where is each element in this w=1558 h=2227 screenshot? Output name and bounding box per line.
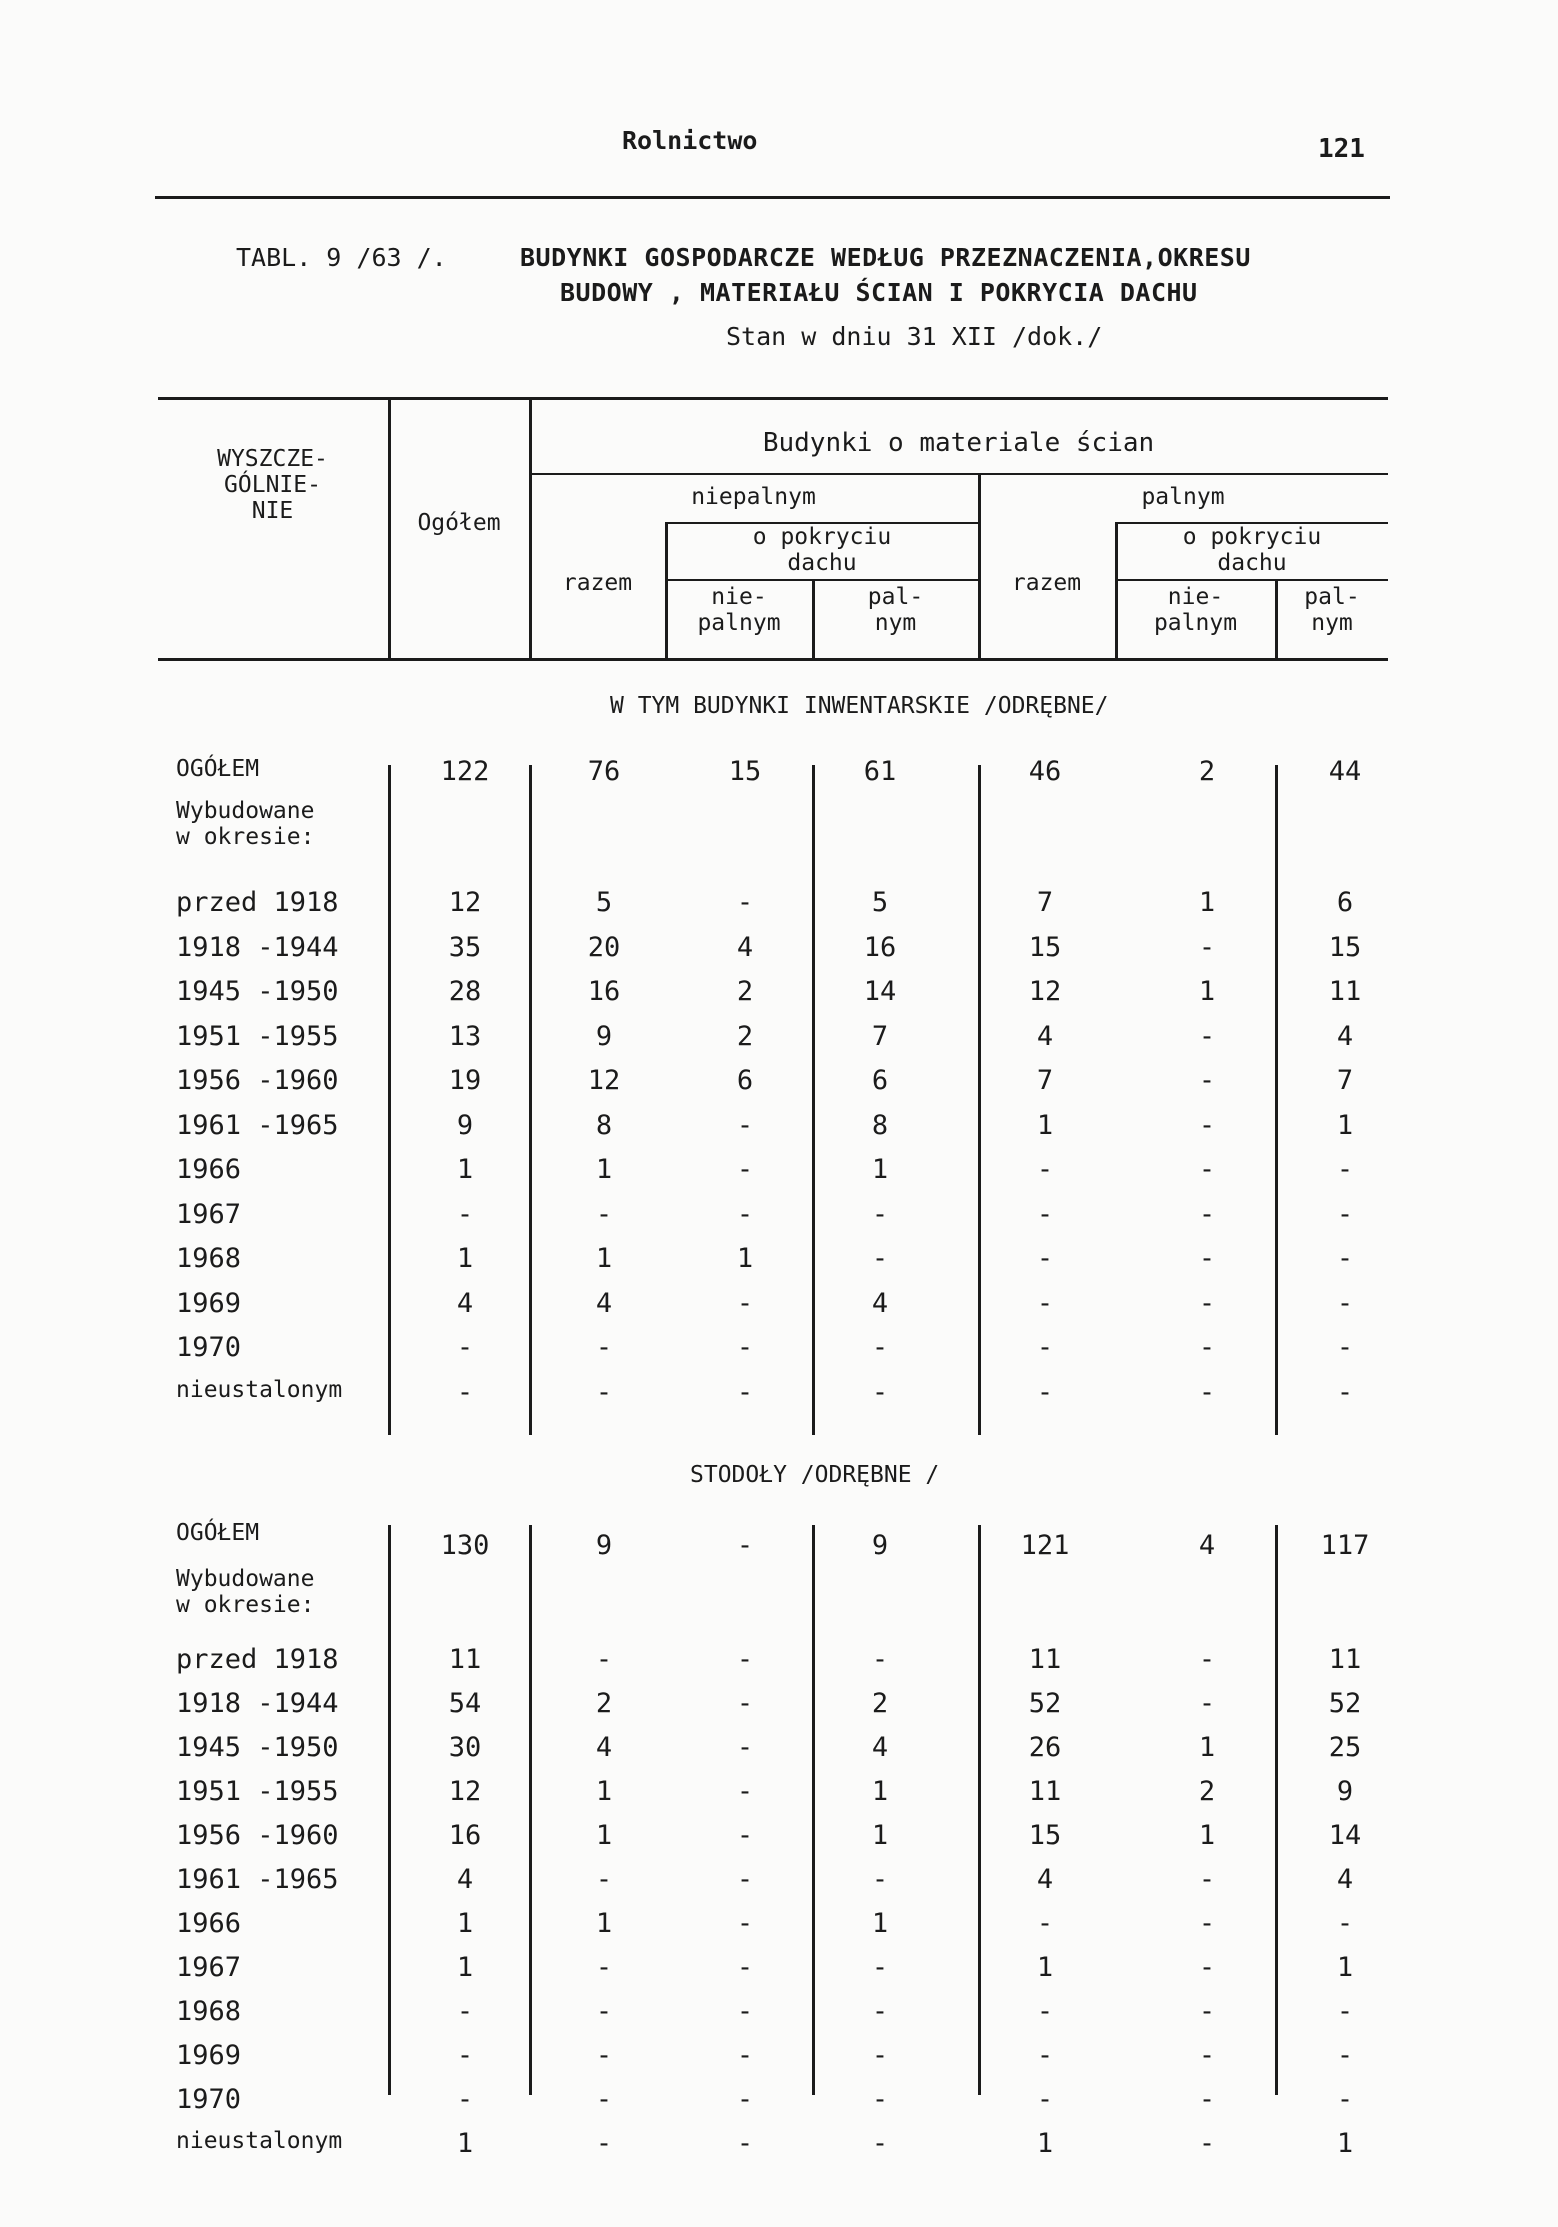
cell-ogolem: - — [456, 1996, 474, 2027]
cell-palnym-dach-palnym: - — [1336, 2084, 1354, 2115]
cell-niepalnym-dach-palnym: - — [871, 1952, 889, 1983]
cell-ogolem: 130 — [440, 1530, 490, 1561]
cell-niepalnym-dach-palnym: - — [871, 1864, 889, 1895]
cell-palnym-dach-palnym: - — [1336, 1332, 1354, 1363]
table-title-line2: BUDOWY , MATERIAŁU ŚCIAN I POKRYCIA DACHU — [560, 278, 1198, 307]
cell-palnym-dach-palnym: 4 — [1336, 1864, 1354, 1895]
cell-niepalnym-dach-palnym: 14 — [863, 976, 897, 1007]
cell-ogolem: 35 — [448, 932, 482, 963]
cell-ogolem: - — [456, 2084, 474, 2115]
cell-niepalnym-dach-palnym: 9 — [871, 1530, 889, 1561]
cell-niepalnym-razem: 16 — [587, 976, 621, 1007]
cell-ogolem: - — [456, 1332, 474, 1363]
cell-niepalnym-razem: - — [595, 1864, 613, 1895]
row-label: 1951 -1955 — [176, 1021, 339, 1052]
cell-niepalnym-dach-palnym: - — [871, 2128, 889, 2159]
cell-niepalnym-dach-palnym: 4 — [871, 1288, 889, 1319]
cell-niepalnym-razem: 12 — [587, 1065, 621, 1096]
cell-palnym-razem: - — [1036, 2040, 1054, 2071]
cell-ogolem: 30 — [448, 1732, 482, 1763]
cell-niepalnym-razem: 9 — [595, 1021, 613, 1052]
cell-ogolem: - — [456, 1199, 474, 1230]
cell-palnym-razem: 1 — [1036, 2128, 1054, 2159]
cell-palnym-dach-palnym: 44 — [1328, 756, 1362, 787]
row-label: 1918 -1944 — [176, 932, 339, 963]
cell-ogolem: 1 — [456, 1952, 474, 1983]
cell-palnym-dach-niepalnym: - — [1198, 2128, 1216, 2159]
cell-niepalnym-dach-niepalnym: - — [736, 1154, 754, 1185]
cell-palnym-razem: - — [1036, 1199, 1054, 1230]
period-row-label: Wybudowane w okresie: — [176, 798, 315, 850]
cell-niepalnym-dach-palnym: - — [871, 2040, 889, 2071]
row-label: 1968 — [176, 1996, 242, 2027]
cell-niepalnym-dach-niepalnym: - — [736, 1732, 754, 1763]
cell-palnym-dach-niepalnym: - — [1198, 1377, 1216, 1408]
cell-palnym-dach-palnym: 15 — [1328, 932, 1362, 963]
cell-niepalnym-dach-niepalnym: - — [736, 1776, 754, 1807]
cell-niepalnym-razem: - — [595, 2128, 613, 2159]
cell-palnym-dach-palnym: - — [1336, 1199, 1354, 1230]
cell-palnym-dach-niepalnym: - — [1198, 2040, 1216, 2071]
cell-niepalnym-dach-palnym: - — [871, 1377, 889, 1408]
cell-niepalnym-dach-niepalnym: - — [736, 1996, 754, 2027]
cell-niepalnym-dach-niepalnym: - — [736, 1288, 754, 1319]
row-label: 1968 — [176, 1243, 242, 1274]
header-rule — [155, 196, 1390, 199]
table-number: TABL. 9 /63 /. — [236, 243, 447, 272]
cell-niepalnym-dach-palnym: - — [871, 1644, 889, 1675]
column-header-razem-flammable: razem — [1011, 570, 1082, 596]
row-label: 1945 -1950 — [176, 1732, 339, 1763]
cell-palnym-dach-palnym: 4 — [1336, 1021, 1354, 1052]
cell-niepalnym-razem: 1 — [595, 1820, 613, 1851]
cell-palnym-razem: 52 — [1028, 1688, 1062, 1719]
cell-palnym-razem: - — [1036, 1154, 1054, 1185]
cell-ogolem: 19 — [448, 1065, 482, 1096]
cell-niepalnym-razem: 1 — [595, 1908, 613, 1939]
cell-palnym-razem: 11 — [1028, 1776, 1062, 1807]
cell-niepalnym-dach-palnym: - — [871, 2084, 889, 2115]
cell-niepalnym-razem: - — [595, 2040, 613, 2071]
cell-ogolem: - — [456, 1377, 474, 1408]
cell-niepalnym-dach-niepalnym: 2 — [736, 976, 754, 1007]
cell-ogolem: 28 — [448, 976, 482, 1007]
cell-palnym-razem: 121 — [1020, 1530, 1070, 1561]
cell-niepalnym-dach-niepalnym: - — [736, 1110, 754, 1141]
cell-niepalnym-dach-niepalnym: - — [736, 1332, 754, 1363]
cell-palnym-dach-niepalnym: - — [1198, 1065, 1216, 1096]
row-label: 1956 -1960 — [176, 1065, 339, 1096]
cell-palnym-dach-niepalnym: 1 — [1198, 1820, 1216, 1851]
cell-niepalnym-razem: 4 — [595, 1732, 613, 1763]
cell-niepalnym-dach-palnym: - — [871, 1332, 889, 1363]
cell-palnym-razem: 26 — [1028, 1732, 1062, 1763]
column-header-flammable: palnym — [1141, 484, 1225, 510]
cell-palnym-dach-niepalnym: - — [1198, 2084, 1216, 2115]
cell-palnym-dach-palnym: 1 — [1336, 1952, 1354, 1983]
page-number: 121 — [1318, 134, 1365, 164]
column-header-roof-nonflammable-2: nie- palnym — [1153, 584, 1238, 636]
cell-palnym-razem: - — [1036, 1332, 1054, 1363]
cell-ogolem: - — [456, 2040, 474, 2071]
column-header-total: Ogółem — [417, 510, 501, 536]
row-label: 1966 — [176, 1908, 242, 1939]
row-label: 1967 — [176, 1199, 242, 1230]
row-label: 1961 -1965 — [176, 1864, 339, 1895]
cell-ogolem: 11 — [448, 1644, 482, 1675]
cell-niepalnym-dach-palnym: 16 — [863, 932, 897, 963]
cell-palnym-dach-palnym: - — [1336, 2040, 1354, 2071]
row-label: 1970 — [176, 2084, 242, 2115]
cell-niepalnym-razem: 76 — [587, 756, 621, 787]
cell-palnym-dach-niepalnym: - — [1198, 1908, 1216, 1939]
cell-palnym-razem: - — [1036, 1908, 1054, 1939]
cell-palnym-razem: - — [1036, 1288, 1054, 1319]
cell-niepalnym-dach-palnym: 4 — [871, 1732, 889, 1763]
table-title-line1: BUDYNKI GOSPODARCZE WEDŁUG PRZEZNACZENIA,OKRESU — [520, 243, 1251, 272]
cell-niepalnym-dach-niepalnym: 4 — [736, 932, 754, 963]
row-label: przed 1918 — [176, 887, 339, 918]
cell-niepalnym-dach-palnym: 1 — [871, 1154, 889, 1185]
cell-palnym-dach-niepalnym: - — [1198, 1644, 1216, 1675]
cell-niepalnym-dach-palnym: 61 — [863, 756, 897, 787]
cell-ogolem: 16 — [448, 1820, 482, 1851]
cell-palnym-razem: 7 — [1036, 887, 1054, 918]
cell-niepalnym-dach-niepalnym: 1 — [736, 1243, 754, 1274]
cell-palnym-dach-niepalnym: - — [1198, 1332, 1216, 1363]
cell-palnym-dach-niepalnym: 2 — [1198, 756, 1216, 787]
cell-ogolem: 1 — [456, 1154, 474, 1185]
cell-niepalnym-razem: 2 — [595, 1688, 613, 1719]
cell-niepalnym-dach-niepalnym: - — [736, 2084, 754, 2115]
cell-palnym-dach-palnym: - — [1336, 1154, 1354, 1185]
row-label: 1969 — [176, 2040, 242, 2071]
cell-palnym-dach-niepalnym: 2 — [1198, 1776, 1216, 1807]
cell-palnym-dach-niepalnym: - — [1198, 1688, 1216, 1719]
cell-palnym-dach-niepalnym: - — [1198, 1996, 1216, 2027]
cell-niepalnym-dach-niepalnym: - — [736, 1199, 754, 1230]
row-label: 1970 — [176, 1332, 242, 1363]
cell-palnym-dach-palnym: 1 — [1336, 1110, 1354, 1141]
cell-niepalnym-razem: 20 — [587, 932, 621, 963]
cell-niepalnym-razem: - — [595, 1996, 613, 2027]
row-label: 1951 -1955 — [176, 1776, 339, 1807]
cell-ogolem: 122 — [440, 756, 490, 787]
cell-palnym-razem: 4 — [1036, 1864, 1054, 1895]
column-header-stub: WYSZCZE- GÓLNIE- NIE — [217, 446, 328, 524]
cell-niepalnym-dach-palnym: - — [871, 1199, 889, 1230]
cell-palnym-dach-niepalnym: 1 — [1198, 976, 1216, 1007]
cell-palnym-razem: 1 — [1036, 1110, 1054, 1141]
cell-niepalnym-razem: 4 — [595, 1288, 613, 1319]
cell-palnym-dach-niepalnym: - — [1198, 1154, 1216, 1185]
cell-palnym-dach-palnym: - — [1336, 1243, 1354, 1274]
cell-niepalnym-dach-niepalnym: - — [736, 1644, 754, 1675]
cell-niepalnym-razem: 5 — [595, 887, 613, 918]
row-label: nieustalonym — [176, 1377, 343, 1403]
cell-palnym-dach-palnym: 52 — [1328, 1688, 1362, 1719]
cell-palnym-dach-palnym: 117 — [1320, 1530, 1370, 1561]
cell-ogolem: 1 — [456, 1243, 474, 1274]
cell-palnym-razem: - — [1036, 1996, 1054, 2027]
cell-palnym-dach-niepalnym: - — [1198, 1110, 1216, 1141]
cell-niepalnym-dach-palnym: 6 — [871, 1065, 889, 1096]
cell-palnym-dach-niepalnym: - — [1198, 1288, 1216, 1319]
cell-palnym-dach-palnym: 6 — [1336, 887, 1354, 918]
cell-palnym-razem: 7 — [1036, 1065, 1054, 1096]
cell-niepalnym-dach-niepalnym: - — [736, 1820, 754, 1851]
cell-niepalnym-dach-niepalnym: - — [736, 2040, 754, 2071]
cell-palnym-dach-palnym: - — [1336, 1377, 1354, 1408]
column-header-roof-flammable-1: pal- nym — [867, 584, 924, 636]
cell-palnym-razem: - — [1036, 1243, 1054, 1274]
row-label: 1956 -1960 — [176, 1820, 339, 1851]
cell-palnym-dach-palnym: 7 — [1336, 1065, 1354, 1096]
cell-palnym-razem: 15 — [1028, 1820, 1062, 1851]
period-row-label: Wybudowane w okresie: — [176, 1566, 315, 1618]
total-row-label: OGÓŁEM — [176, 756, 260, 782]
row-label: przed 1918 — [176, 1644, 339, 1675]
cell-palnym-dach-palnym: 11 — [1328, 1644, 1362, 1675]
cell-niepalnym-dach-palnym: 7 — [871, 1021, 889, 1052]
cell-ogolem: 12 — [448, 1776, 482, 1807]
cell-palnym-razem: 12 — [1028, 976, 1062, 1007]
row-label: 1945 -1950 — [176, 976, 339, 1007]
cell-palnym-dach-niepalnym: - — [1198, 932, 1216, 963]
row-label: 1918 -1944 — [176, 1688, 339, 1719]
cell-niepalnym-razem: - — [595, 1644, 613, 1675]
cell-palnym-dach-palnym: - — [1336, 1288, 1354, 1319]
column-header-razem-nonflammable: razem — [562, 570, 633, 596]
cell-niepalnym-razem: - — [595, 1332, 613, 1363]
row-label: 1969 — [176, 1288, 242, 1319]
cell-niepalnym-razem: 8 — [595, 1110, 613, 1141]
cell-niepalnym-dach-palnym: 8 — [871, 1110, 889, 1141]
cell-palnym-razem: - — [1036, 2084, 1054, 2115]
cell-niepalnym-dach-palnym: - — [871, 1243, 889, 1274]
cell-palnym-dach-niepalnym: - — [1198, 1952, 1216, 1983]
cell-palnym-dach-niepalnym: 1 — [1198, 887, 1216, 918]
cell-ogolem: 4 — [456, 1288, 474, 1319]
row-label: nieustalonym — [176, 2128, 343, 2154]
cell-ogolem: 54 — [448, 1688, 482, 1719]
cell-ogolem: 4 — [456, 1864, 474, 1895]
cell-palnym-dach-palnym: 11 — [1328, 976, 1362, 1007]
column-header-roof-nonflammable-1: nie- palnym — [697, 584, 781, 636]
cell-palnym-dach-palnym: 14 — [1328, 1820, 1362, 1851]
cell-niepalnym-dach-palnym: 1 — [871, 1820, 889, 1851]
cell-palnym-razem: - — [1036, 1377, 1054, 1408]
cell-niepalnym-dach-niepalnym: - — [736, 1952, 754, 1983]
cell-palnym-dach-palnym: - — [1336, 1996, 1354, 2027]
cell-niepalnym-razem: 1 — [595, 1776, 613, 1807]
cell-palnym-dach-palnym: 1 — [1336, 2128, 1354, 2159]
cell-niepalnym-dach-niepalnym: - — [736, 1688, 754, 1719]
column-header-roof-flammable-walls: o pokryciu dachu — [1182, 524, 1322, 576]
cell-niepalnym-razem: - — [595, 1952, 613, 1983]
cell-palnym-razem: 1 — [1036, 1952, 1054, 1983]
cell-niepalnym-razem: - — [595, 2084, 613, 2115]
column-header-nonflammable: niepalnym — [691, 484, 816, 510]
column-header-roof-nonflammable-walls: o pokryciu dachu — [752, 524, 892, 576]
cell-niepalnym-razem: 1 — [595, 1154, 613, 1185]
running-header-title: Rolnictwo — [622, 126, 758, 155]
cell-palnym-dach-niepalnym: - — [1198, 1021, 1216, 1052]
cell-palnym-razem: 15 — [1028, 932, 1062, 963]
cell-palnym-dach-palnym: 25 — [1328, 1732, 1362, 1763]
cell-ogolem: 1 — [456, 1908, 474, 1939]
cell-palnym-dach-niepalnym: 4 — [1198, 1530, 1216, 1561]
cell-ogolem: 13 — [448, 1021, 482, 1052]
row-label: 1967 — [176, 1952, 242, 1983]
row-label: 1966 — [176, 1154, 242, 1185]
column-header-wall-material: Budynki o materiale ścian — [762, 428, 1155, 458]
cell-niepalnym-dach-palnym: 5 — [871, 887, 889, 918]
cell-niepalnym-dach-niepalnym: - — [736, 2128, 754, 2159]
section-title-barns: STODOŁY /ODRĘBNE / — [690, 1462, 940, 1488]
cell-niepalnym-razem: - — [595, 1199, 613, 1230]
cell-niepalnym-razem: 9 — [595, 1530, 613, 1561]
cell-niepalnym-razem: - — [595, 1377, 613, 1408]
cell-niepalnym-dach-niepalnym: - — [736, 887, 754, 918]
section-title-livestock-buildings: W TYM BUDYNKI INWENTARSKIE /ODRĘBNE/ — [610, 693, 1109, 719]
column-header-roof-flammable-2: pal- nym — [1304, 584, 1360, 636]
table-status-date: Stan w dniu 31 XII /dok./ — [726, 322, 1103, 351]
cell-niepalnym-dach-palnym: 2 — [871, 1688, 889, 1719]
cell-niepalnym-dach-niepalnym: 15 — [728, 756, 762, 787]
cell-niepalnym-dach-niepalnym: - — [736, 1908, 754, 1939]
cell-palnym-dach-niepalnym: 1 — [1198, 1732, 1216, 1763]
cell-niepalnym-dach-niepalnym: 2 — [736, 1021, 754, 1052]
cell-niepalnym-dach-niepalnym: - — [736, 1530, 754, 1561]
cell-palnym-razem: 46 — [1028, 756, 1062, 787]
cell-ogolem: 12 — [448, 887, 482, 918]
cell-palnym-dach-niepalnym: - — [1198, 1243, 1216, 1274]
cell-niepalnym-dach-palnym: 1 — [871, 1776, 889, 1807]
cell-palnym-dach-niepalnym: - — [1198, 1864, 1216, 1895]
cell-ogolem: 1 — [456, 2128, 474, 2159]
cell-niepalnym-dach-niepalnym: - — [736, 1864, 754, 1895]
cell-palnym-razem: 4 — [1036, 1021, 1054, 1052]
cell-niepalnym-dach-niepalnym: 6 — [736, 1065, 754, 1096]
cell-palnym-dach-palnym: - — [1336, 1908, 1354, 1939]
total-row-label: OGÓŁEM — [176, 1520, 260, 1546]
cell-niepalnym-dach-niepalnym: - — [736, 1377, 754, 1408]
cell-niepalnym-dach-palnym: - — [871, 1996, 889, 2027]
cell-ogolem: 9 — [456, 1110, 474, 1141]
cell-palnym-razem: 11 — [1028, 1644, 1062, 1675]
cell-palnym-dach-palnym: 9 — [1336, 1776, 1354, 1807]
row-label: 1961 -1965 — [176, 1110, 339, 1141]
cell-niepalnym-dach-palnym: 1 — [871, 1908, 889, 1939]
cell-niepalnym-razem: 1 — [595, 1243, 613, 1274]
cell-palnym-dach-niepalnym: - — [1198, 1199, 1216, 1230]
